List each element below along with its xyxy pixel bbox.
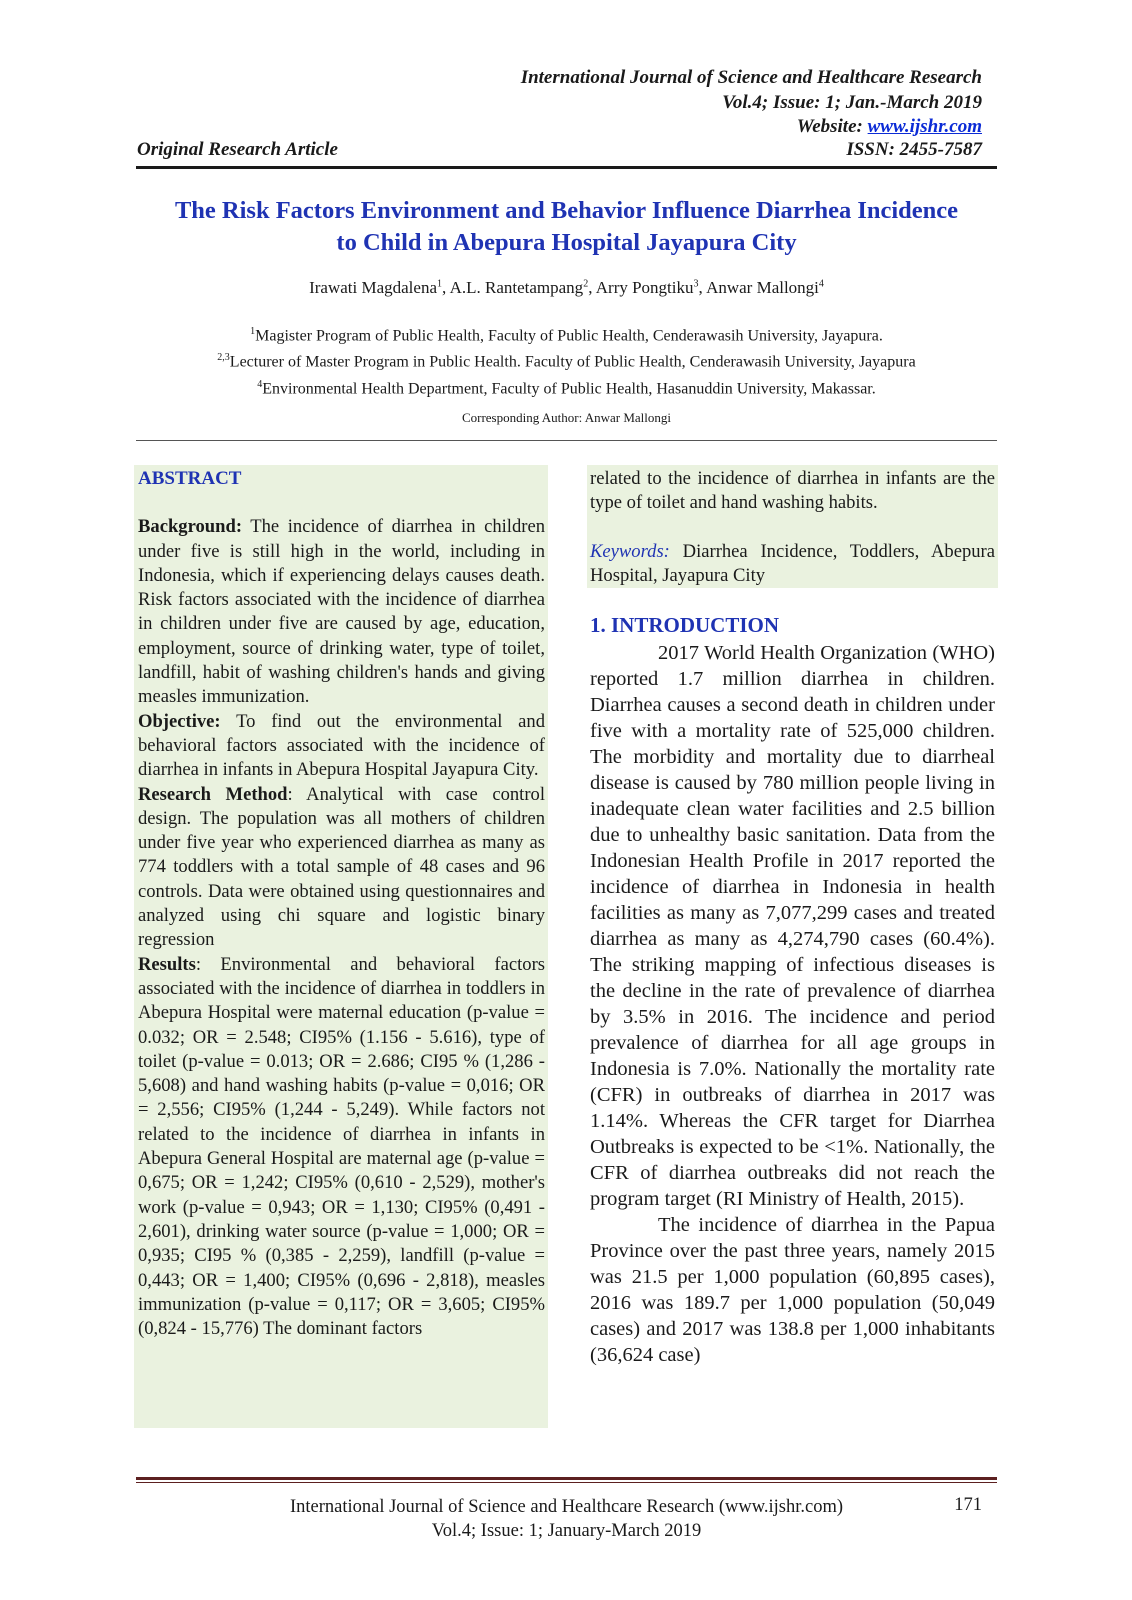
journal-website	[521, 115, 982, 140]
affil-text: Lecturer of Master Program in Public Health. Faculty of Public Health, Cenderawasih University, Jayapura	[229, 353, 916, 371]
corresponding-divider	[136, 440, 997, 441]
results-text: : Environmental and behavioral factors associated with the incidence of diarrhea in toddlers in Abepura Hospital were maternal education (p-value = 0.032; OR = 2.548; CI95% (1.156 - 5.616), type of toilet (p-value = 0.013; OR = 2.686; CI95 % (1,286 - 5,608) and hand washing habits (p-value = 0,016; OR = 2,556; CI95% (1,244 - 5,249). While factors not related to the incidence of diarrhea in infants in Abepura General Hospital are maternal age (p-value = 0,675; OR = 1,242; CI95% (0,610 - 2,529), mother's work (p-value = 0,943; OR = 1,130; CI95% (0,491 - 2,601), drinking water source (p-value = 1,000; OR = 0,935; CI95 % (0,385 - 2,259), landfill (p-value = 0,443; OR = 1,400; CI95% (0,696 - 2,818), measles immunization (p-value = 0,117; OR = 3,605; CI95% (0,824 - 15,776) The dominant factors	[138, 953, 545, 1340]
affiliations	[136, 321, 997, 400]
affiliation	[136, 347, 997, 373]
affil-mark: 1	[250, 326, 256, 337]
introduction-paragraph: 2017 World Health Organization (WHO) reported 1.7 million diarrhea in children. Diarrhea causes a second death in children under five with a mortality rate of 525,000 children. The morbidity and mortality due to diarrheal disease is caused by 780 million people living in inadequate clean water facilities and 2.5 billion due to unhealthy basic sanitation. Data from the Indonesian Health Profile in 2017 reported the incidence of diarrhea in Indonesia in health facilities as many as 7,077,299 cases and treated diarrhea as many as 4,274,790 cases (60.4%). The striking mapping of infectious diseases is the decline in the rate of prevalence of diarrhea by 3.5% in 2016. The incidence and period prevalence of diarrhea for all age groups in Indonesia is 7.0%. Nationally the mortality rate (CFR) in outbreaks of diarrhea in 2017 was 1.14%. Whereas the CFR target for Diarrhea Outbreaks is expected to be <1%. Nationally, the CFR of diarrhea outbreaks did not reach the program target (RI Ministry of Health, 2015).	[590, 642, 995, 1210]
website-link[interactable]: www.ijshr.com	[867, 116, 982, 137]
affil-mark: 4	[257, 378, 263, 390]
keywords-label: Keywords:	[590, 540, 670, 562]
header-divider	[136, 166, 997, 169]
issn: ISSN: 2455-7587	[846, 139, 982, 160]
footer-divider-thin	[136, 1482, 997, 1483]
footer-journal: International Journal of Science and Healthcare Research (www.ijshr.com)	[289, 1497, 844, 1517]
introduction-section	[590, 612, 995, 1368]
author-affil-mark: 2	[583, 278, 589, 290]
abstract-continuation	[590, 467, 995, 588]
author-affil-mark: 1	[437, 278, 443, 290]
author: Irawati Magdalena	[309, 278, 438, 297]
method-text: : Analytical with case control design. The population was all mothers of children under five year who experienced diarrhea as many as 774 toddlers with a total sample of 48 cases and 96 controls. Data were obtained using questionnaires and analyzed using chi square and logistic binary regression	[138, 783, 545, 951]
background-label: Background:	[138, 516, 243, 538]
journal-volume: Vol.4; Issue: 1; Jan.-March 2019	[722, 91, 982, 113]
page-footer	[136, 1495, 997, 1543]
objective-text: To find out the environmental and behavioral factors associated with the incidence of diarrhea in infants in Abepura Hospital Jayapura City.	[138, 710, 545, 781]
author: A.L. Rantetampang	[449, 278, 584, 297]
abstract-results	[138, 953, 545, 1342]
footer-divider	[136, 1477, 997, 1480]
title-line-2: to Child in Abepura Hospital Jayapura City	[336, 229, 797, 256]
introduction-heading: 1. INTRODUCTION	[590, 613, 780, 637]
affiliation	[136, 374, 997, 400]
abstract-heading: ABSTRACT	[138, 468, 242, 489]
abstract-column	[138, 467, 545, 1341]
keywords-text: Diarrhea Incidence, Toddlers, Abepura Hospital, Jayapura City	[590, 540, 995, 586]
objective-label: Objective:	[138, 710, 221, 732]
journal-header	[521, 66, 982, 140]
results-label: Results	[138, 953, 196, 975]
introduction-paragraph: The incidence of diarrhea in the Papua Province over the past three years, namely 2015 was 21.5 per 1,000 population (60,895 cases), 2016 was 189.7 per 1,000 population (50,049 cases) and 2017 was 138.8 per 1,000 inhabitants (36,624 case)	[590, 1214, 995, 1366]
affil-text: Magister Program of Public Health, Faculty of Public Health, Cenderawasih University, Jayapura.	[255, 327, 883, 345]
author-list	[136, 278, 997, 298]
website-label: Website:	[796, 116, 863, 137]
corresponding-author: Corresponding Author: Anwar Mallongi	[461, 410, 672, 425]
affil-text: Environmental Health Department, Faculty of Public Health, Hasanuddin University, Makassar.	[262, 379, 876, 397]
keywords	[590, 540, 995, 589]
page-number: 171	[954, 1495, 982, 1515]
author-separator: ,	[442, 278, 450, 297]
article-type: Original Research Article	[137, 139, 338, 160]
affil-mark: 2,3	[217, 352, 230, 364]
abstract-background	[138, 515, 545, 709]
journal-name: International Journal of Science and Healthcare Research	[520, 67, 982, 88]
author: Anwar Mallongi	[706, 278, 819, 297]
paper-title	[136, 195, 997, 259]
affiliation	[136, 321, 997, 347]
footer-issue: Vol.4; Issue: 1; January-March 2019	[431, 1521, 702, 1541]
background-text: The incidence of diarrhea in children under five is still high in the world, including in Indonesia, which if experiencing delays causes death. Risk factors associated with the incidence of diarrhea in children under five are caused by age, education, employment, source of drinking water, type of toilet, landfill, habit of washing children's hands and giving measles immunization.	[138, 516, 545, 708]
author-separator: ,	[698, 278, 707, 297]
author: Arry Pongtiku	[595, 278, 694, 297]
author-separator: ,	[588, 278, 596, 297]
abstract-method	[138, 783, 545, 953]
author-affil-mark: 3	[693, 278, 699, 290]
results-continued: related to the incidence of diarrhea in infants are the type of toilet and hand washing habits.	[590, 468, 995, 514]
title-line-1: The Risk Factors Environment and Behavior Influence Diarrhea Incidence	[174, 197, 959, 224]
abstract-objective	[138, 710, 545, 783]
author-affil-mark: 4	[818, 278, 824, 290]
method-label: Research Method	[138, 783, 288, 805]
